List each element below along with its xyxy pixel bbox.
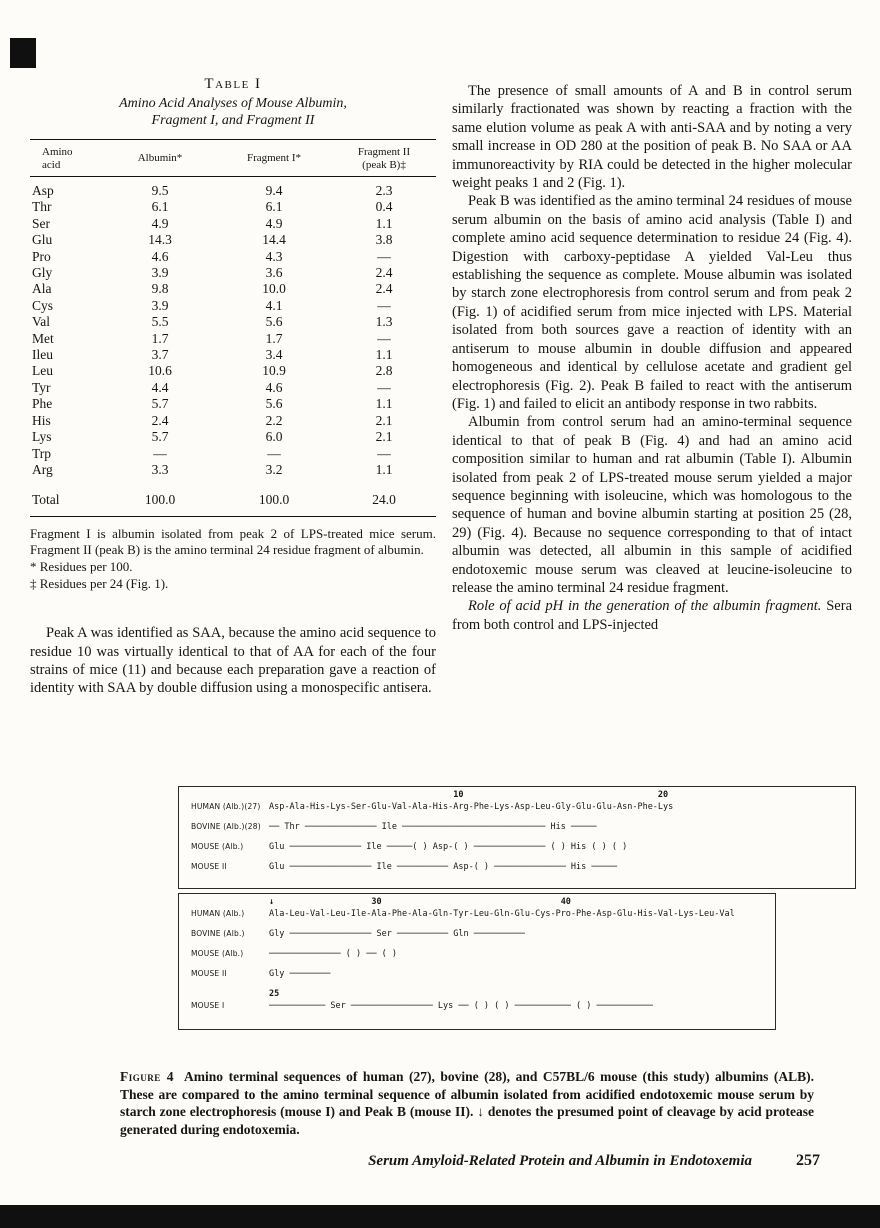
scan-artifact-top	[10, 38, 36, 68]
sequence-label: HUMAN (Alb.)(27)	[191, 802, 261, 811]
sequence-text: 10 20	[269, 790, 669, 800]
total-row: Total 100.0 100.0 24.0	[32, 492, 396, 508]
sequence-text: ────────────── ( ) ── ( )	[269, 949, 397, 959]
sequence-row	[191, 929, 771, 949]
sequence-text: 25	[269, 989, 280, 999]
table-row: Leu 10.6 10.9 2.8	[32, 363, 393, 379]
sequence-label: HUMAN (Alb.)	[191, 909, 245, 918]
right-column	[452, 82, 852, 634]
sequence-row	[191, 969, 771, 989]
table-row: Ser 4.9 4.9 1.1	[32, 215, 393, 231]
table-row: Met 1.7 1.7 —	[32, 330, 391, 346]
left-column	[30, 76, 436, 698]
sequence-ruler	[191, 790, 851, 802]
sequence-label: MOUSE II	[191, 862, 227, 871]
table-footnote: * Residues per 100.	[30, 558, 133, 574]
table-row: Ileu 3.7 3.4 1.1	[32, 347, 393, 363]
page-number: 257	[796, 1152, 820, 1169]
col-header-albumin: Albumin*	[104, 140, 216, 177]
sequence-label: MOUSE I	[191, 1001, 225, 1010]
sequence-text: ─────────── Ser ──────────────── Lys ── ( ) ( ) ─────────── ( ) ───────────	[269, 1001, 653, 1011]
sequence-row	[191, 842, 851, 862]
table-row: Val 5.5 5.6 1.3	[32, 314, 393, 330]
table-row: Thr 6.1 6.1 0.4	[32, 199, 393, 215]
table-footnote: Fragment I is albumin isolated from peak 2 of LPS-treated mice serum. Fragment II (peak B) is the amino terminal 24 residue fragment of albumin.	[30, 525, 436, 558]
table-row: Lys 5.7 6.0 2.1	[32, 429, 393, 445]
table1-title-line1: Amino Acid Analyses of Mouse Albumin,	[119, 96, 347, 111]
sequence-text: Asp-Ala-His-Lys-Ser-Glu-Val-Ala-His-Arg-Phe-Lys-Asp-Leu-Gly-Glu-Glu-Asn-Phe-Lys	[269, 802, 674, 812]
table-row: Arg 3.3 3.2 1.1	[32, 461, 393, 477]
col-header-fragment1: Fragment I*	[216, 140, 332, 177]
sequence-label: BOVINE (Alb.)(28)	[191, 822, 261, 831]
table-footnote: ‡ Residues per 24 (Fig. 1).	[30, 575, 169, 591]
sequence-text: Glu ────────────── Ile ─────( ) Asp-( ) ────────────── ( ) His ( ) ( )	[269, 842, 628, 852]
sequence-label: MOUSE (Alb.)	[191, 842, 244, 851]
body-paragraph: The presence of small amounts of A and B in control serum similarly fractionated was shown by reacting a fraction with the same elution volume as peak A with anti-SAA and by noting a very small increase in OD 280 at the position of peak B. No SAA or AA immunoreactivity by RIA could be detected in the higher molecular weight peaks 1 and 2 (Fig. 1).	[452, 83, 852, 192]
table-row: Trp — — —	[32, 445, 391, 461]
sequence-text: Gly ────────	[269, 969, 331, 979]
table1-header	[30, 140, 436, 177]
sequence-text: Gly ──────────────── Ser ────────── Gln ──────────	[269, 929, 525, 939]
body-paragraph: Role of acid pH in the generation of the albumin fragment. Sera from both control and LPS-injected	[452, 598, 852, 633]
table1-total	[30, 478, 436, 516]
sequence-text: Glu ──────────────── Ile ────────── Asp-( ) ────────────── His ─────	[269, 862, 617, 872]
scan-artifact-bottom	[0, 1205, 880, 1228]
figure4-caption	[120, 1068, 814, 1138]
sequence-label: MOUSE (Alb.)	[191, 949, 244, 958]
sequence-row	[191, 1001, 771, 1021]
table-row: Ala 9.8 10.0 2.4	[32, 281, 393, 297]
figure4-panel1	[178, 786, 856, 889]
col-header-fragment2: Fragment II (peak B)‡	[332, 140, 436, 177]
figure4-caption-text: Amino terminal sequences of human (27), bovine (28), and C57BL/6 mouse (this study) albumins (ALB). These are compared to the amino terminal sequence of albumin isolated from acidified endotoxemic mouse serum by starch zone electrophoresis (mouse I) and Peak B (mouse II). ↓ denotes the presumed point of cleavage by acid protease generated during endotoxemia.	[120, 1069, 814, 1137]
sequence-label: BOVINE (Alb.)	[191, 929, 245, 938]
table1-heading	[30, 76, 436, 129]
table1-label: Table I	[204, 76, 262, 92]
table-row: Gly 3.9 3.6 2.4	[32, 265, 393, 281]
running-title: Serum Amyloid-Related Protein and Albumin in Endotoxemia	[368, 1153, 752, 1169]
col-header-amino-acid: Amino acid	[30, 140, 104, 177]
sequence-row	[191, 949, 771, 969]
sequence-row	[191, 862, 851, 882]
sequence-row	[191, 909, 771, 929]
table-row: Pro 4.6 4.3 —	[32, 248, 391, 264]
sequence-text: ↓ 30 40	[269, 897, 571, 907]
sequence-row	[191, 802, 851, 822]
table-row: Phe 5.7 5.6 1.1	[32, 396, 393, 412]
sequence-ruler	[191, 989, 771, 1001]
table-row: His 2.4 2.2 2.1	[32, 412, 393, 428]
table1-body	[30, 177, 436, 479]
sequence-text: ── Thr ────────────── Ile ──────────────────────────── His ─────	[269, 822, 597, 832]
left-paragraph: Peak A was identified as SAA, because the amino acid sequence to residue 10 was virtually identical to that of AA for each of the four strains of mice (11) and because each preparation gave a reaction of identity with SAA by double diffusion using a monospecific antisera.	[30, 625, 436, 697]
body-paragraph: Albumin from control serum had an amino-terminal sequence identical to that of peak B (Fig. 4) and had an amino acid composition similar to human and rat albumin (Table I). Albumin isolated from peak 2 of LPS-treated mouse serum yielded a major sequence beginning with isoleucine, which was homologous to the sequence of human and bovine albumin starting at position 25 (28, 29) (Fig. 4). Because no sequence corresponding to that of intact albumin was detected, all albumin in this sample of acidified endotoxemic mouse serum was cleaved at leucine-isoleucine to release the amino terminal 24 residue fragment.	[452, 414, 852, 596]
sequence-label: MOUSE II	[191, 969, 227, 978]
table-row: Asp 9.5 9.4 2.3	[32, 183, 393, 198]
amino-acid-table	[30, 139, 436, 517]
table-row: Cys 3.9 4.1 —	[32, 297, 391, 313]
table1-title-line2: Fragment I, and Fragment II	[151, 113, 315, 128]
figure4-caption-label: Figure 4	[120, 1069, 175, 1084]
page-footer	[30, 1152, 820, 1170]
table-row: Glu 14.3 14.4 3.8	[32, 232, 393, 248]
table-row: Tyr 4.4 4.6 —	[32, 379, 391, 395]
paragraph-italic-lead: Role of acid pH in the generation of the albumin fragment.	[468, 598, 827, 615]
table1-footnotes	[30, 526, 436, 592]
sequence-ruler	[191, 897, 771, 909]
sequence-text: Ala-Leu-Val-Leu-Ile-Ala-Phe-Ala-Gln-Tyr-Leu-Gln-Glu-Cys-Pro-Phe-Asp-Glu-His-Val-Lys-Leu-Val	[269, 909, 735, 919]
sequence-row	[191, 822, 851, 842]
figure4-panel2	[178, 893, 776, 1030]
body-paragraph: Peak B was identified as the amino terminal 24 residues of mouse serum albumin on the basis of amino acid analysis (Table I) and complete amino acid sequence determination to residue 24 (Fig. 4). Digestion with carboxy-peptidase A yielded Val-Leu thus establishing the sequence as complete. Mouse albumin was isolated by starch zone electrophoresis from control serum and from peak 2 (Fig. 1) of acidified serum from mice injected with LPS. Material isolated from both sources gave a reaction of identity with an antiserum to mouse albumin in double diffusion and appeared homogeneous and identical by cellulose acetate and gradient gel electrophoresis (Fig. 2). Peak B failed to react with the antiserum (Fig. 1) and failed to elicit an antibody response in two rabbits.	[452, 193, 852, 412]
